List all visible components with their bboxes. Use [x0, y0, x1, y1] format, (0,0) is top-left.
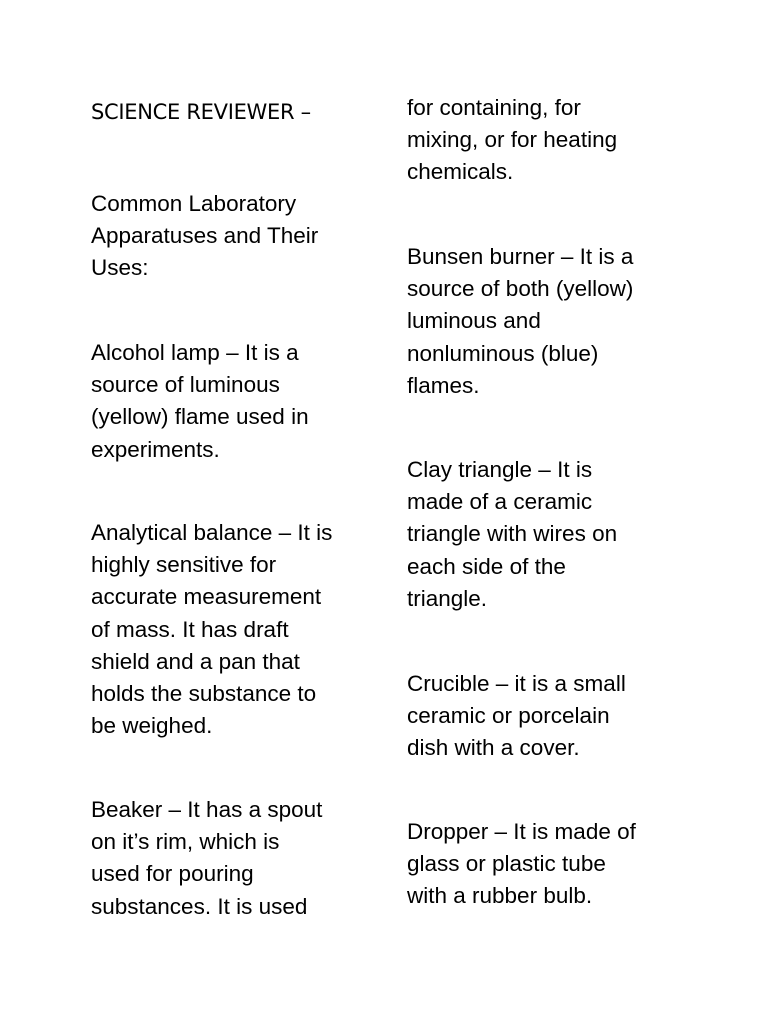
- entry-bunsen-burner: Bunsen burner – It is a source of both (yellow) luminous and nonluminous (blue) flames.: [407, 244, 634, 398]
- entry-beaker: Beaker – It has a spout on it’s rim, which is used for pouring substances. It is used: [91, 797, 323, 919]
- entry-beaker-continued: for containing, for mixing, or for heating chemicals.: [407, 95, 618, 185]
- entry-analytical-balance: Analytical balance – It is highly sensitive for accurate measurement of mass. It has draft shield and a pan that holds the substance to be weighed.: [91, 520, 333, 739]
- entry-alcohol-lamp: Alcohol lamp – It is a source of luminous (yellow) flame used in experiments.: [91, 340, 309, 462]
- entry-clay-triangle: Clay triangle – It is made of a ceramic triangle with wires on each side of the triangle.: [407, 457, 618, 611]
- entry-crucible: Crucible – it is a small ceramic or porcelain dish with a cover.: [407, 671, 626, 761]
- section-heading: Common Laboratory Apparatuses and Their Uses:: [91, 191, 319, 281]
- document-title: SCIENCE REVIEWER –: [91, 100, 311, 124]
- entry-dropper: Dropper – It is made of glass or plastic tube with a rubber bulb.: [407, 819, 636, 909]
